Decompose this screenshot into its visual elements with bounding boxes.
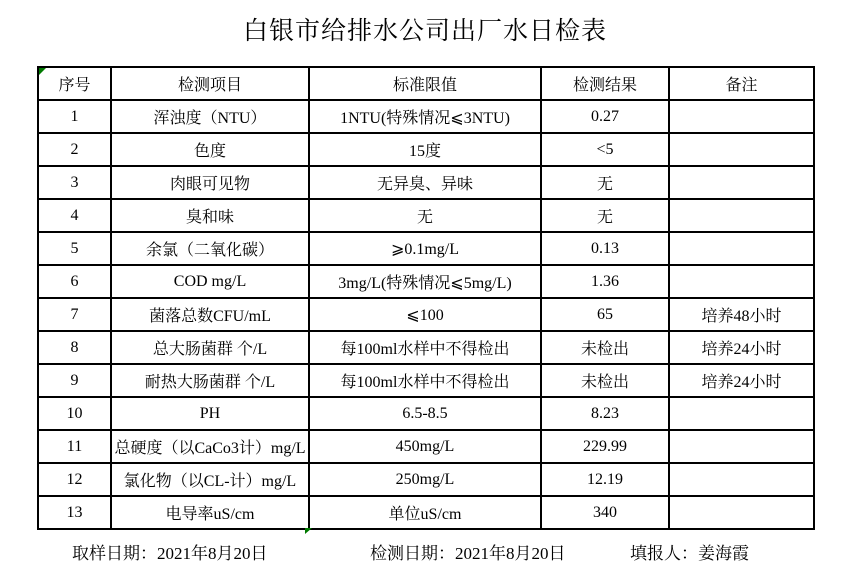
remark-cell[interactable]	[669, 496, 814, 529]
test-item-cell[interactable]: 菌落总数CFU/mL	[111, 298, 309, 331]
test-result-cell[interactable]: 无	[541, 166, 669, 199]
standard-limit-cell[interactable]: 每100ml水样中不得检出	[309, 331, 541, 364]
header-test-item[interactable]: 检测项目	[111, 67, 309, 100]
table-row	[38, 397, 814, 430]
remark-cell[interactable]	[669, 397, 814, 430]
row-number-cell[interactable]: 2	[38, 133, 111, 166]
page-title: 白银市给排水公司出厂水日检表	[242, 18, 607, 45]
table-row	[38, 100, 814, 133]
row-number-cell[interactable]: 6	[38, 265, 111, 298]
row-number-cell[interactable]: 7	[38, 298, 111, 331]
standard-limit-cell[interactable]: 1NTU(特殊情况⩽3NTU)	[309, 100, 541, 133]
table-row	[38, 232, 814, 265]
standard-limit-cell[interactable]: 450mg/L	[309, 430, 541, 463]
standard-limit-cell[interactable]: 无	[309, 199, 541, 232]
standard-limit-cell[interactable]: 15度	[309, 133, 541, 166]
test-date-label: 检测日期：	[370, 544, 455, 563]
table-row	[38, 166, 814, 199]
header-standard-limit[interactable]: 标准限值	[309, 67, 541, 100]
test-item-cell[interactable]: 余氯（二氧化碳）	[111, 232, 309, 265]
test-date	[370, 543, 566, 565]
test-result-cell[interactable]: 未检出	[541, 364, 669, 397]
test-item-cell[interactable]: 氯化物（以CL-计）mg/L	[111, 463, 309, 496]
test-result-cell[interactable]: 12.19	[541, 463, 669, 496]
remark-cell[interactable]	[669, 430, 814, 463]
table-row	[38, 199, 814, 232]
water-inspection-table	[37, 66, 815, 530]
standard-limit-cell[interactable]: 每100ml水样中不得检出	[309, 364, 541, 397]
remark-cell[interactable]	[669, 463, 814, 496]
header-test-result[interactable]: 检测结果	[541, 67, 669, 100]
standard-limit-cell[interactable]: 6.5-8.5	[309, 397, 541, 430]
test-result-cell[interactable]: 无	[541, 199, 669, 232]
test-result-cell[interactable]: 1.36	[541, 265, 669, 298]
table-row	[38, 298, 814, 331]
test-item-cell[interactable]: 总大肠菌群 个/L	[111, 331, 309, 364]
test-item-cell[interactable]: PH	[111, 397, 309, 430]
test-item-cell[interactable]: 色度	[111, 133, 309, 166]
row-number-cell[interactable]: 5	[38, 232, 111, 265]
remark-cell[interactable]: 培养24小时	[669, 331, 814, 364]
sampling-date	[72, 543, 268, 565]
row-number-cell[interactable]: 8	[38, 331, 111, 364]
row-number-cell[interactable]: 1	[38, 100, 111, 133]
test-item-cell[interactable]: 耐热大肠菌群 个/L	[111, 364, 309, 397]
remark-cell[interactable]	[669, 265, 814, 298]
test-item-cell[interactable]: 肉眼可见物	[111, 166, 309, 199]
table-row	[38, 430, 814, 463]
test-result-cell[interactable]: 0.13	[541, 232, 669, 265]
standard-limit-cell[interactable]: ⩾0.1mg/L	[309, 232, 541, 265]
test-result-cell[interactable]: 未检出	[541, 331, 669, 364]
test-item-cell[interactable]: 总硬度（以CaCo3计）mg/L	[111, 430, 309, 463]
table-row	[38, 463, 814, 496]
standard-limit-cell[interactable]: ⩽100	[309, 298, 541, 331]
test-item-cell[interactable]: 浑浊度（NTU）	[111, 100, 309, 133]
test-item-cell[interactable]: COD mg/L	[111, 265, 309, 298]
table-body	[38, 100, 814, 529]
standard-limit-cell[interactable]: 250mg/L	[309, 463, 541, 496]
standard-limit-cell[interactable]: 无异臭、异味	[309, 166, 541, 199]
remark-cell[interactable]	[669, 133, 814, 166]
reporter	[630, 543, 749, 565]
test-item-cell[interactable]: 臭和味	[111, 199, 309, 232]
reporter-name: 姜海霞	[698, 544, 749, 563]
header-remark[interactable]: 备注	[669, 67, 814, 100]
row-number-cell[interactable]: 9	[38, 364, 111, 397]
row-number-cell[interactable]: 3	[38, 166, 111, 199]
test-date-value: 2021年8月20日	[455, 544, 566, 563]
test-result-cell[interactable]: 0.27	[541, 100, 669, 133]
header-serial-number[interactable]: 序号	[38, 67, 111, 100]
test-result-cell[interactable]: 340	[541, 496, 669, 529]
table-header-row	[38, 67, 814, 100]
sampling-date-label: 取样日期：	[72, 544, 157, 563]
test-item-cell[interactable]: 电导率uS/cm	[111, 496, 309, 529]
sampling-date-value: 2021年8月20日	[157, 544, 268, 563]
table-row	[38, 133, 814, 166]
table-row	[38, 265, 814, 298]
table-row	[38, 331, 814, 364]
test-result-cell[interactable]: 65	[541, 298, 669, 331]
remark-cell[interactable]	[669, 199, 814, 232]
row-number-cell[interactable]: 4	[38, 199, 111, 232]
reporter-label: 填报人：	[630, 544, 698, 563]
standard-limit-cell[interactable]: 3mg/L(特殊情况⩽5mg/L)	[309, 265, 541, 298]
row-number-cell[interactable]: 12	[38, 463, 111, 496]
test-result-cell[interactable]: <5	[541, 133, 669, 166]
standard-limit-cell[interactable]: 单位uS/cm	[309, 496, 541, 529]
remark-cell[interactable]: 培养48小时	[669, 298, 814, 331]
footer	[0, 543, 849, 565]
table-row	[38, 496, 814, 529]
remark-cell[interactable]: 培养24小时	[669, 364, 814, 397]
test-result-cell[interactable]: 229.99	[541, 430, 669, 463]
remark-cell[interactable]	[669, 100, 814, 133]
row-number-cell[interactable]: 11	[38, 430, 111, 463]
remark-cell[interactable]	[669, 166, 814, 199]
remark-cell[interactable]	[669, 232, 814, 265]
test-result-cell[interactable]: 8.23	[541, 397, 669, 430]
row-number-cell[interactable]: 13	[38, 496, 111, 529]
table-row	[38, 364, 814, 397]
row-number-cell[interactable]: 10	[38, 397, 111, 430]
